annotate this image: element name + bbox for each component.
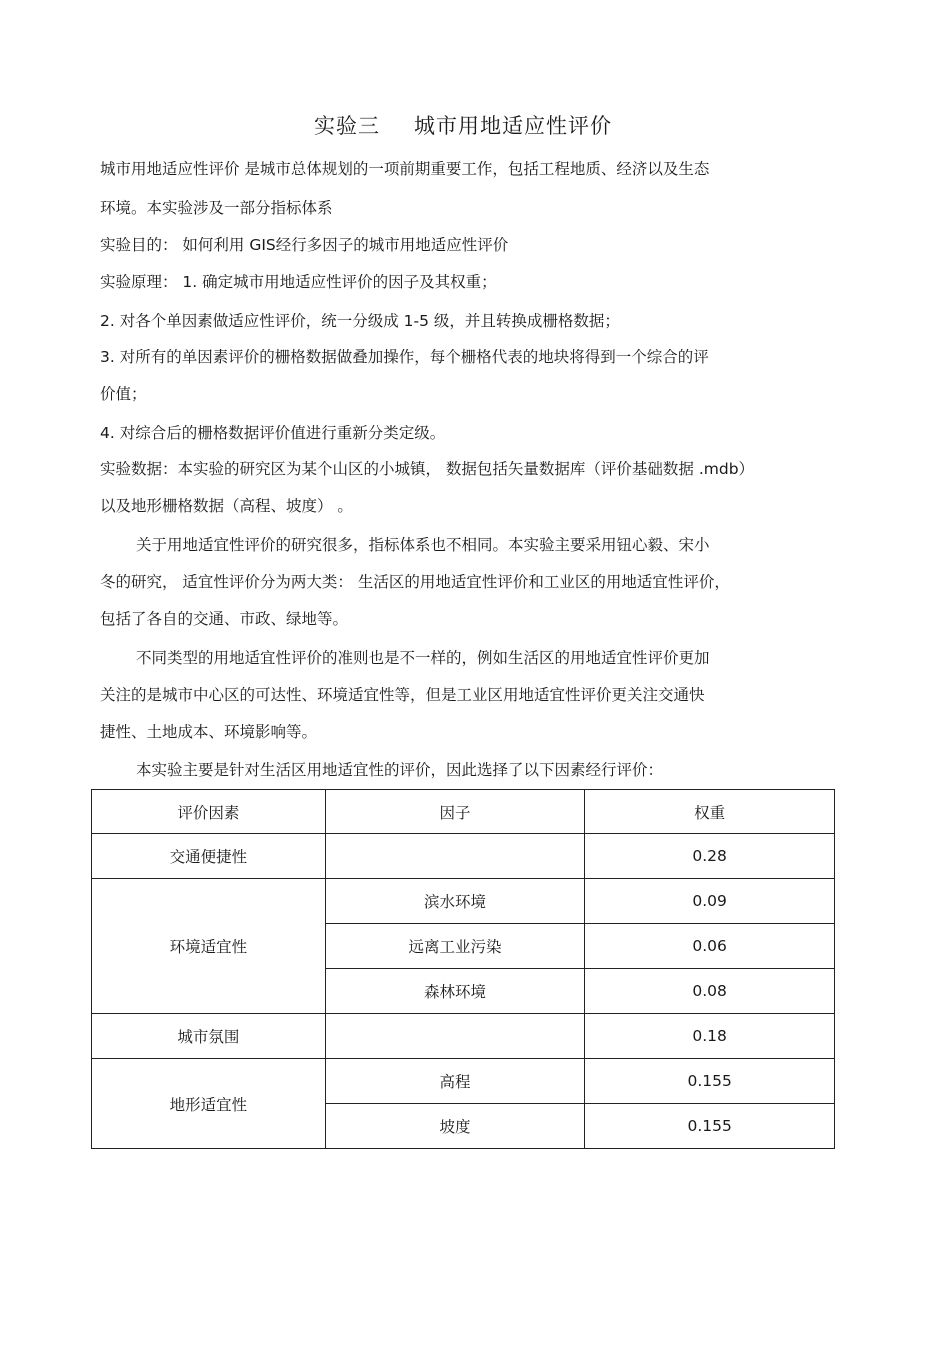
table-row <box>92 834 835 879</box>
paragraph-criteria-line-2: 关注的是城市中心区的可达性、环境适宜性等，但是工业区用地适宜性评价更关注交通快 <box>100 686 705 704</box>
weight-cell: 0.155 <box>585 1104 835 1149</box>
factor-weight-table <box>91 789 835 1149</box>
weight-cell: 0.09 <box>585 879 835 924</box>
paragraph-selection: 本实验主要是针对生活区用地适宜性的评价，因此选择了以下因素经行评价： <box>136 761 664 779</box>
sub-factor-cell: 远离工业污染 <box>325 924 585 969</box>
experiment-data-line-2: 以及地形栅格数据（高程、坡度） 。 <box>100 497 353 515</box>
paragraph-intro-line-2: 环境。本实验涉及一部分指标体系 <box>100 199 333 217</box>
principle-step-3-line-2: 价值； <box>100 385 147 403</box>
sub-factor-cell: 坡度 <box>325 1104 585 1149</box>
header-weight: 权重 <box>585 790 835 834</box>
header-sub-factor: 因子 <box>325 790 585 834</box>
weight-cell: 0.155 <box>585 1059 835 1104</box>
weight-cell: 0.28 <box>585 834 835 879</box>
factor-cell: 城市氛围 <box>92 1014 326 1059</box>
paragraph-criteria-line-1: 不同类型的用地适宜性评价的准则也是不一样的，例如生活区的用地适宜性评价更加 <box>136 649 710 667</box>
paragraph-research-line-1: 关于用地适宜性评价的研究很多，指标体系也不相同。本实验主要采用钮心毅、宋小 <box>136 536 710 554</box>
paragraph-research-line-3: 包括了各自的交通、市政、绿地等。 <box>100 610 349 628</box>
header-factor: 评价因素 <box>92 790 326 834</box>
principle-step-4: 4. 对综合后的栅格数据评价值进行重新分类定级。 <box>100 424 446 442</box>
sub-factor-cell: 高程 <box>325 1059 585 1104</box>
factor-cell: 地形适宜性 <box>92 1059 326 1149</box>
weight-cell: 0.08 <box>585 969 835 1014</box>
table-row <box>92 879 835 924</box>
factor-cell: 环境适宜性 <box>92 879 326 1014</box>
table-row <box>92 1059 835 1104</box>
sub-factor-cell: 森林环境 <box>325 969 585 1014</box>
title-part-1: 实验三 <box>314 114 380 138</box>
weight-cell: 0.06 <box>585 924 835 969</box>
table-header-row <box>92 790 835 834</box>
experiment-purpose: 实验目的： 如何利用 GIS经行多因子的城市用地适应性评价 <box>100 236 509 254</box>
principle-step-2: 2. 对各个单因素做适应性评价，统一分级成 1-5 级，并且转换成栅格数据； <box>100 312 620 330</box>
sub-factor-cell <box>325 1014 585 1059</box>
experiment-principle: 实验原理： 1. 确定城市用地适应性评价的因子及其权重； <box>100 273 497 291</box>
table-row <box>92 1014 835 1059</box>
sub-factor-cell <box>325 834 585 879</box>
weight-cell: 0.18 <box>585 1014 835 1059</box>
paragraph-research-line-2: 冬的研究， 适宜性评价分为两大类： 生活区的用地适宜性评价和工业区的用地适宜性评价， <box>100 573 730 591</box>
factor-cell: 交通便捷性 <box>92 834 326 879</box>
page-title <box>0 110 926 140</box>
title-part-2: 城市用地适应性评价 <box>414 114 612 138</box>
principle-step-3-line-1: 3. 对所有的单因素评价的栅格数据做叠加操作，每个栅格代表的地块将得到一个综合的评 <box>100 348 709 366</box>
sub-factor-cell: 滨水环境 <box>325 879 585 924</box>
paragraph-criteria-line-3: 捷性、土地成本、环境影响等。 <box>100 723 318 741</box>
paragraph-intro-line-1: 城市用地适应性评价 是城市总体规划的一项前期重要工作，包括工程地质、经济以及生态 <box>100 160 710 178</box>
experiment-data-line-1: 实验数据：本实验的研究区为某个山区的小城镇， 数据包括矢量数据库（评价基础数据 .mdb） <box>100 460 755 478</box>
